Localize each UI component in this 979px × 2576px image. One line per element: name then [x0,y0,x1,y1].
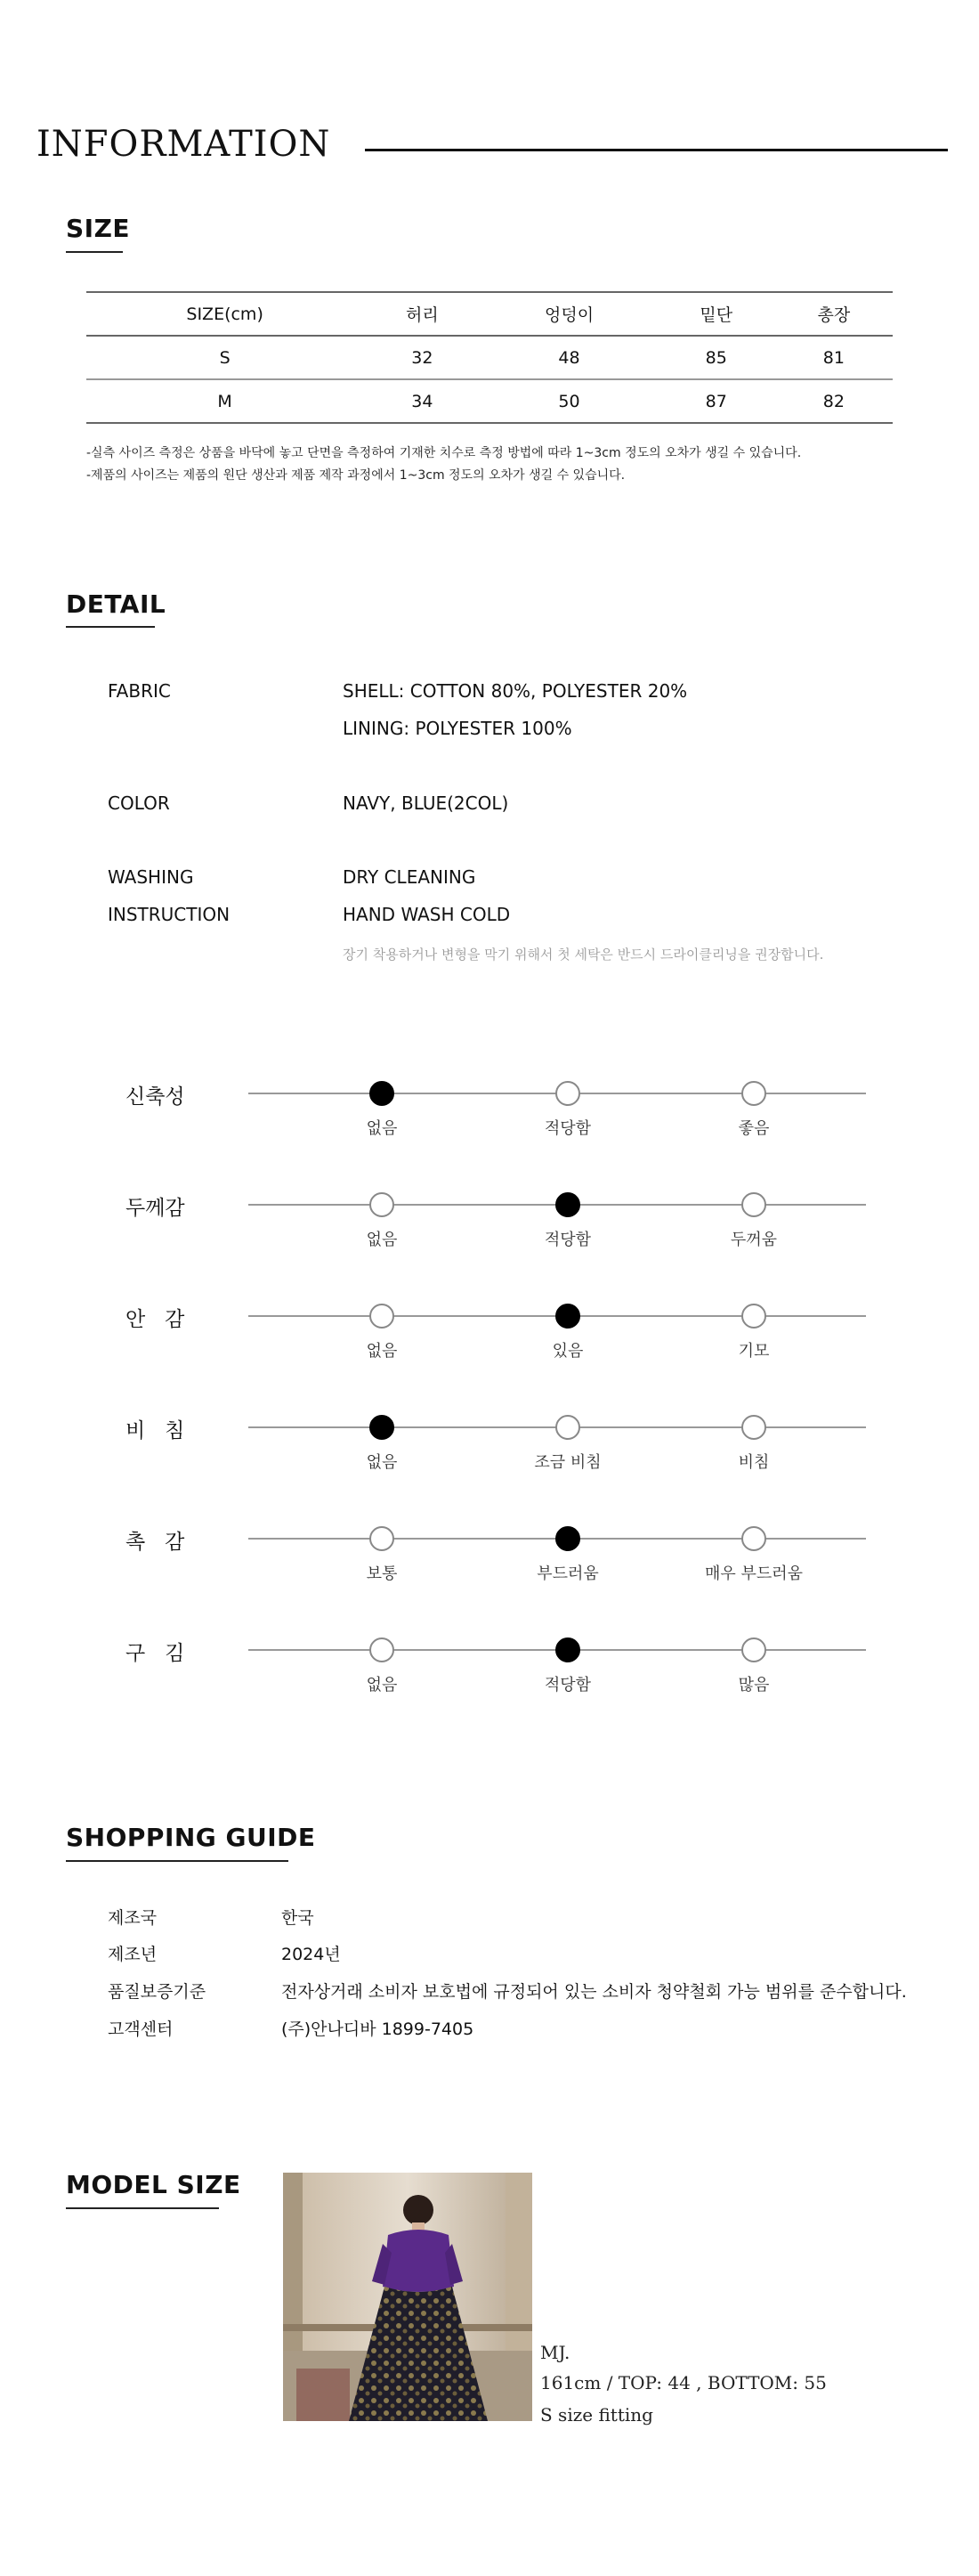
feel-dot [741,1192,766,1217]
column-header: 총장 [817,305,851,325]
feel-dot-selected [369,1415,394,1440]
column-header: 밑단 [700,305,733,325]
feel-dot [369,1526,394,1551]
table-cell: M [217,391,232,411]
feel-option-label: 두꺼움 [730,1231,778,1249]
size-note: -실측 사이즈 측정은 상품을 바닥에 놓고 단면을 측정하여 기재한 치수로 측정 방법에 따라 1~3cm 정도의 오차가 생길 수 있습니다. [86,446,802,460]
feel-option-label: 조금 비침 [534,1453,602,1472]
column-header: 허리 [405,305,439,325]
table-cell: 50 [558,391,580,411]
feel-option-label: 많음 [738,1676,770,1694]
table-cell: 82 [822,391,845,411]
feel-option-label: 기모 [738,1342,770,1361]
table-cell: 48 [558,347,580,368]
table-cell: 85 [705,347,727,368]
size-section-title: SIZE [66,214,131,243]
feel-option-label: 좋음 [738,1119,770,1138]
table-cell: 34 [411,391,433,411]
guide-label-quality: 품질보증기준 [108,1982,206,2002]
feel-label: 안 감 [125,1308,185,1331]
page-title: INFORMATION [36,124,331,165]
feel-dot-selected [555,1637,580,1662]
feel-option-label: 비침 [738,1453,770,1472]
feel-label: 구 김 [125,1642,185,1665]
table-cell: 81 [822,347,845,368]
feel-dot [555,1415,580,1440]
detail-section-title: DETAIL [66,589,166,619]
fabric-label: FABRIC [108,680,171,702]
fabric-shell-value: SHELL: COTTON 80%, POLYESTER 20% [343,680,688,702]
feel-label: 촉 감 [125,1531,185,1554]
feel-label: 두께감 [125,1197,185,1220]
feel-dot [369,1304,394,1329]
table-row [86,336,893,379]
table-cell: S [219,347,231,368]
feel-dot [741,1081,766,1106]
guide-label-year: 제조년 [108,1945,158,1964]
feel-label: 신축성 [125,1085,185,1109]
shopping-guide-title: SHOPPING GUIDE [66,1823,316,1852]
color-value: NAVY, BLUE(2COL) [343,792,509,814]
feel-dot [741,1637,766,1662]
model-fitting: S size fitting [540,2404,653,2426]
feel-option-label: 부드러움 [537,1564,599,1583]
feel-dot [369,1192,394,1217]
detail-title-underline [66,626,155,628]
instruction-value: HAND WASH COLD [343,904,511,925]
column-header: SIZE(cm) [186,304,263,324]
feel-option-label: 없음 [366,1676,398,1694]
feel-option-label: 적당함 [544,1231,592,1249]
size-note: -제품의 사이즈는 제품의 원단 생산과 제품 제작 과정에서 1~3cm 정도의 오차가 생길 수 있습니다. [86,468,626,483]
washing-value: DRY CLEANING [343,866,476,888]
feel-dot [741,1415,766,1440]
table-cell: 32 [411,347,433,368]
size-title-underline [66,251,123,253]
model-size-title: MODEL SIZE [66,2170,241,2199]
model-name: MJ. [540,2342,570,2363]
washing-label: WASHING [108,866,194,888]
guide-value-quality: 전자상거래 소비자 보호법에 규정되어 있는 소비자 청약철회 가능 범위를 준수합니다. [281,1982,907,2002]
feel-dot [741,1304,766,1329]
feel-label: 비 침 [125,1419,185,1442]
feel-option-label: 있음 [552,1342,584,1361]
guide-value-service: (주)안나디바 1899-7405 [281,2019,474,2039]
feel-option-label: 없음 [366,1119,398,1138]
feel-option-label: 없음 [366,1342,398,1361]
guide-value-country: 한국 [281,1908,314,1928]
feel-option-label: 보통 [366,1564,398,1583]
table-row [86,379,893,423]
model-measurements: 161cm / TOP: 44 , BOTTOM: 55 [540,2372,827,2393]
guide-label-service: 고객센터 [108,2019,174,2039]
table-cell: 87 [705,391,727,411]
feel-dot-selected [555,1192,580,1217]
size-notes [86,443,801,487]
feel-dot [555,1081,580,1106]
feel-option-label: 없음 [366,1453,398,1472]
feel-option-label: 없음 [366,1231,398,1249]
guide-value-year: 2024년 [281,1945,341,1964]
feel-dot [369,1637,394,1662]
shopping-guide-underline [66,1860,288,1862]
feel-option-label: 적당함 [544,1676,592,1694]
color-label: COLOR [108,792,170,814]
feel-dot-selected [555,1304,580,1329]
washing-note: 장기 착용하거나 변형을 막기 위해서 첫 세탁은 반드시 드라이클리닝을 권장합니다. [343,947,824,963]
feel-option-label: 매우 부드러움 [704,1564,804,1583]
size-table [86,291,893,424]
feel-dot [741,1526,766,1551]
model-photo [283,2173,532,2421]
fabric-lining-value: LINING: POLYESTER 100% [343,718,572,739]
title-rule [365,149,948,151]
feel-option-label: 적당함 [544,1119,592,1138]
model-size-underline [66,2207,219,2209]
guide-label-country: 제조국 [108,1908,158,1928]
feel-dot-selected [369,1081,394,1106]
instruction-label: INSTRUCTION [108,904,231,925]
column-header: 엉덩이 [544,305,595,325]
size-table-header [86,292,893,336]
feel-dot-selected [555,1526,580,1551]
